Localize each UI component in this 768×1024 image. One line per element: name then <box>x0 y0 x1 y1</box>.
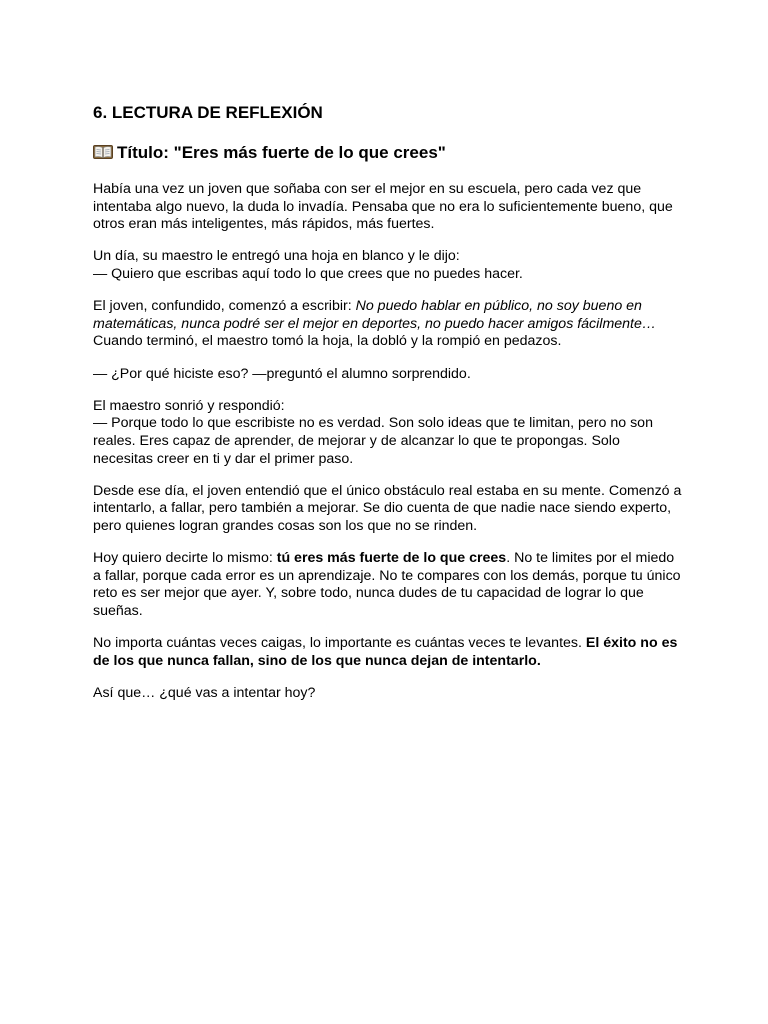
document-page <box>93 102 683 717</box>
paragraph-5 <box>93 398 683 468</box>
paragraph-8 <box>93 635 683 670</box>
paragraph-3 <box>93 298 683 351</box>
open-book-icon <box>93 145 113 159</box>
paragraph-5-line-1: El maestro sonrió y respondió: <box>93 397 285 414</box>
paragraph-1: Había una vez un joven que soñaba con ser el mejor en su escuela, pero cada vez que intentaba algo nuevo, la duda lo invadía. Pensaba que no era lo suficientemente bueno, que otros eran más inteligentes, más rápidos, más fuertes. <box>93 181 673 233</box>
paragraph-8-bold: El éxito no es de los que nunca fallan, sino de los que nunca dejan de intentarlo. <box>93 635 678 669</box>
section-heading: 6. LECTURA DE REFLEXIÓN <box>93 103 323 122</box>
paragraph-4: — ¿Por qué hiciste eso? —preguntó el alumno sorprendido. <box>93 365 471 382</box>
paragraph-7-end: . No te limites por el miedo a fallar, porque cada error es un aprendizaje. No te compares con los demás, porque tu único reto es ser mejor que ayer. Y, sobre todo, nunca dudes de tu capacidad de lograr lo que sueñas. <box>93 550 681 619</box>
paragraph-6: Desde ese día, el joven entendió que el único obstáculo real estaba en su mente. Comenzó a intentarlo, a fallar, pero también a mejorar. Se dio cuenta de que nadie nace siendo experto, pero quienes logran grandes cosas son los que no se rinden. <box>93 482 682 534</box>
paragraph-8-start: No importa cuántas veces caigas, lo importante es cuántas veces te levantes. <box>93 635 586 652</box>
paragraph-9: Así que… ¿qué vas a intentar hoy? <box>93 684 316 701</box>
paragraph-5-line-2: — Porque todo lo que escribiste no es verdad. Son solo ideas que te limitan, pero no son reales. Eres capaz de aprender, de mejorar y de alcanzar lo que te propongas. Solo necesitas creer en ti y dar el primer paso. <box>93 415 653 467</box>
paragraph-7 <box>93 550 683 620</box>
paragraph-7-bold: tú eres más fuerte de lo que crees <box>276 550 507 567</box>
paragraph-3-italic: No puedo hablar en público, no soy bueno en matemáticas, nunca podré ser el mejor en deportes, no puedo hacer amigos fácilmente… <box>93 298 657 332</box>
paragraph-2-line-2: — Quiero que escribas aquí todo lo que crees que no puedes hacer. <box>93 265 523 282</box>
paragraph-7-start: Hoy quiero decirte lo mismo: <box>93 550 277 567</box>
title-text: Título: "Eres más fuerte de lo que crees" <box>117 143 446 162</box>
paragraph-3-end: Cuando terminó, el maestro tomó la hoja, la dobló y la rompió en pedazos. <box>93 333 562 350</box>
story-title <box>93 142 683 164</box>
paragraph-2-line-1: Un día, su maestro le entregó una hoja en blanco y le dijo: <box>93 248 460 265</box>
paragraph-3-start: El joven, confundido, comenzó a escribir: <box>93 298 356 315</box>
paragraph-2 <box>93 248 683 283</box>
